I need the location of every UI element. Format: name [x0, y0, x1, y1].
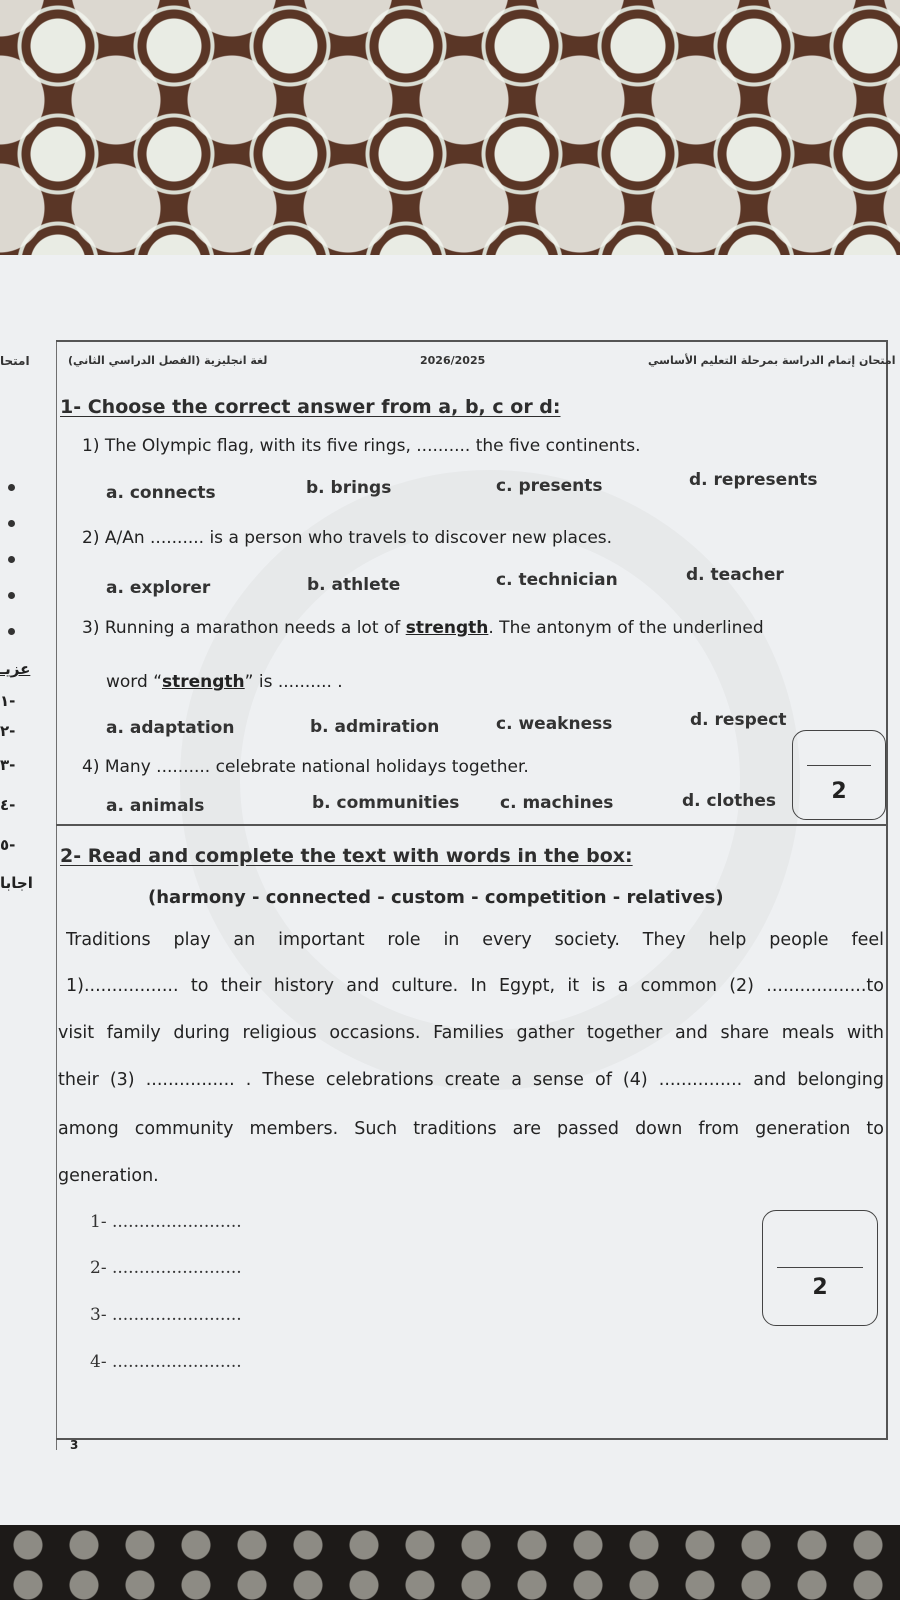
lace-tablecloth-bottom: [0, 1525, 900, 1600]
text-line-5: among community members. Such traditions are passed down from generation to: [58, 1119, 884, 1139]
page-number: 3: [70, 1438, 79, 1452]
margin-bullet: [8, 556, 15, 563]
lace-tablecloth-top: [0, 0, 900, 262]
q3-option-c: c. weakness: [496, 714, 613, 734]
margin-bullet: [8, 628, 15, 635]
q1-option-d: d. represents: [689, 470, 818, 490]
section1-score: 2: [831, 779, 847, 804]
answer-line-3: 3- ........................: [90, 1305, 242, 1325]
score-divider: [807, 765, 871, 766]
text-line-6: generation.: [58, 1166, 159, 1186]
text-line-4: their (3) ................ . These celebrations create a sense of (4) ............... and belonging: [58, 1070, 884, 1090]
margin-label: اجابا: [0, 874, 33, 892]
margin-bullet: [8, 592, 15, 599]
q1-option-c: c. presents: [496, 476, 603, 496]
section2-score: 2: [812, 1275, 828, 1300]
text-line-3: visit family during religious occasions. Families gather together and share meals with: [58, 1023, 884, 1043]
margin-number: ٣-: [0, 756, 16, 774]
q4-option-d: d. clothes: [682, 791, 777, 811]
header-subject: لغة انجليزية (الفصل الدراسي الثاني): [68, 354, 268, 367]
q3-option-b: b. admiration: [310, 717, 440, 737]
answer-line-2: 2- ........................: [90, 1258, 242, 1278]
margin-bullet: [8, 520, 15, 527]
underlined-word: strength: [162, 672, 245, 692]
margin-number: ٤-: [0, 796, 16, 814]
q4-option-c: c. machines: [500, 793, 614, 813]
section-divider: [56, 824, 888, 826]
header-year: 2026/2025: [420, 354, 486, 367]
score-divider: [777, 1267, 863, 1268]
margin-label: عزيـ: [0, 660, 31, 678]
section1-title: 1- Choose the correct answer from a, b, c or d:: [60, 396, 561, 418]
section2-score-box: [762, 1210, 878, 1326]
q3-option-a: a. adaptation: [106, 718, 235, 738]
q1-option-a: a. connects: [106, 483, 216, 503]
answer-line-4: 4- ........................: [90, 1352, 242, 1372]
section1-score-box: [792, 730, 886, 820]
header-exam-title: امتحان إتمام الدراسة بمرحلة التعليم الأساسي: [648, 354, 896, 367]
q3-option-d: d. respect: [690, 710, 787, 730]
header-edge-text: امتحا: [0, 354, 30, 368]
question-3-line2: word “strength” is .......... .: [106, 672, 343, 692]
answer-line-1: 1- ........................: [90, 1212, 242, 1232]
margin-bullet: [8, 484, 15, 491]
question-4: 4) Many .......... celebrate national holidays together.: [82, 757, 529, 777]
left-margin-strip: [0, 340, 57, 1450]
q4-option-b: b. communities: [312, 793, 460, 813]
q4-option-a: a. animals: [106, 796, 205, 816]
question-1: 1) The Olympic flag, with its five rings, .......... the five continents.: [82, 436, 641, 456]
q2-option-d: d. teacher: [686, 565, 784, 585]
margin-number: ١-: [0, 692, 16, 710]
text-line-1: Traditions play an important role in every society. They help people feel: [66, 930, 884, 950]
question-3-line1: 3) Running a marathon needs a lot of strength. The antonym of the underlined: [82, 618, 764, 638]
section2-title: 2- Read and complete the text with words in the box:: [60, 845, 633, 867]
text-line-2: 1)................. to their history and culture. In Egypt, it is a common (2) ..................to: [66, 976, 884, 996]
q2-option-c: c. technician: [496, 570, 618, 590]
q2-option-a: a. explorer: [106, 578, 211, 598]
word-box: (harmony - connected - custom - competition - relatives): [148, 887, 724, 908]
q1-option-b: b. brings: [306, 478, 392, 498]
margin-number: ٥-: [0, 836, 16, 854]
question-2: 2) A/An .......... is a person who travels to discover new places.: [82, 528, 613, 548]
q2-option-b: b. athlete: [307, 575, 401, 595]
margin-number: ٢-: [0, 722, 16, 740]
underlined-word: strength: [405, 618, 489, 638]
